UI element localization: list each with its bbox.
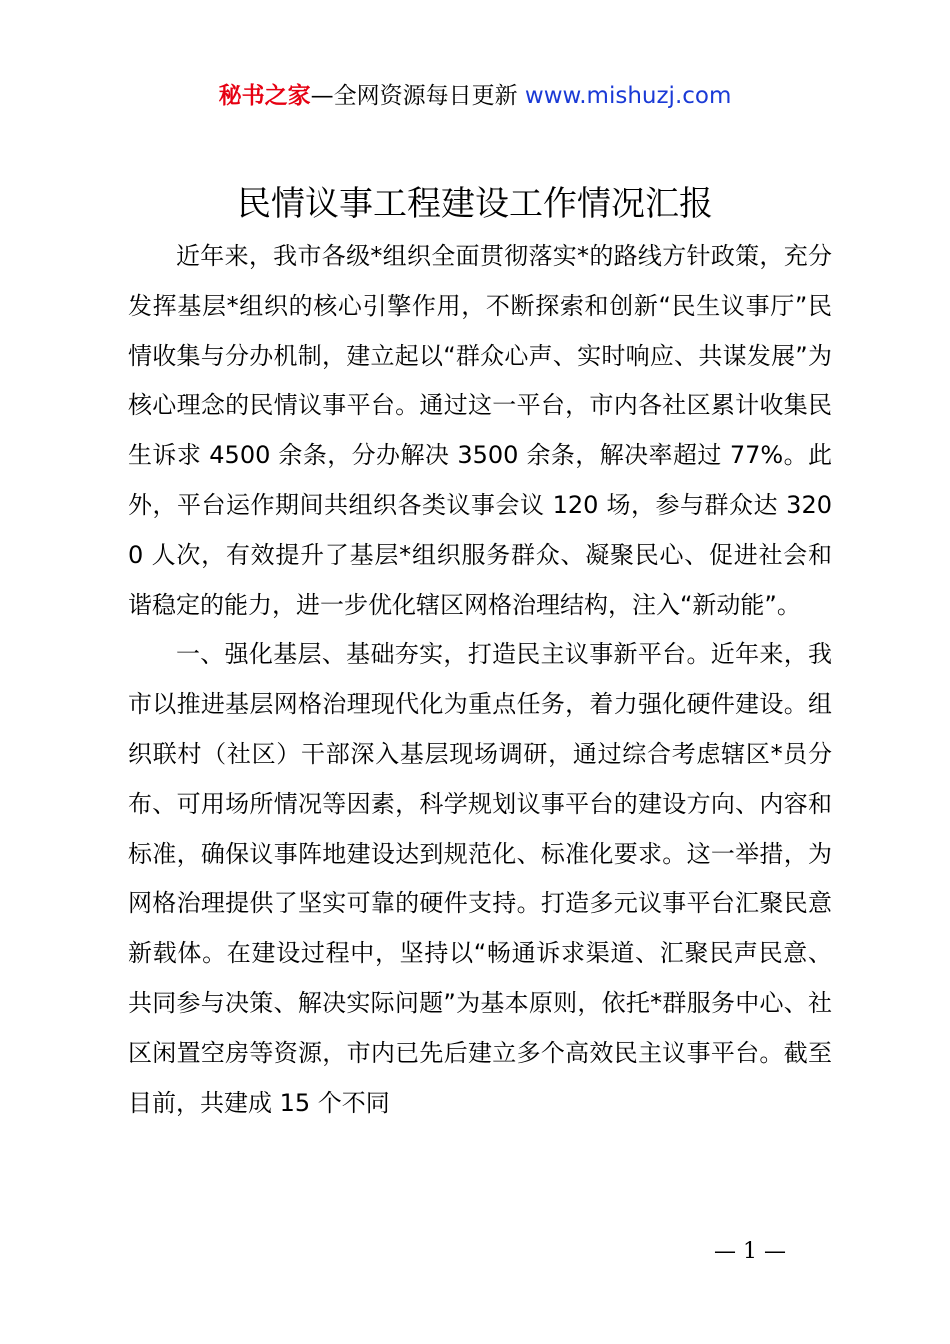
document-title: 民情议事工程建设工作情况汇报 — [237, 184, 713, 224]
site-url-link[interactable]: www.mishuzj.com — [524, 83, 732, 109]
intro-paragraph: 近年来，我市各级*组织全面贯彻落实*的路线方针政策，充分发挥基层*组织的核心引擎作用，不断探索和创新“民生议事厅”民情收集与分办机制，建立起以“群众心声、实时响应、共谋发展”为核心理念的民情议事平台。通过这一平台，市内各社区累计收集民生诉求 4500 余条，分办解决 3500 余条，解决率超过 77%。此外，平台运作期间共组织各类议事会议 120 场，参与群众达 3200 人次，有效提升了基层*组织服务群众、凝聚民心、促进社会和谐稳定的能力，进一步优化辖区网格治理结构，注入“新动能”。 — [128, 242, 832, 619]
document-body — [128, 232, 832, 1128]
page-number: — 1 — — [714, 1239, 786, 1264]
section-one-paragraph: 一、强化基层、基础夯实，打造民主议事新平台。近年来，我市以推进基层网格治理现代化为重点任务，着力强化硬件建设。组织联村（社区）干部深入基层现场调研，通过综合考虑辖区*员分布、可用场所情况等因素，科学规划议事平台的建设方向、内容和标准，确保议事阵地建设达到规范化、标准化要求。这一举措，为网格治理提供了坚实可靠的硬件支持。打造多元议事平台汇聚民意新载体。在建设过程中，坚持以“畅通诉求渠道、汇聚民声民意、共同参与决策、解决实际问题”为基本原则，依托*群服务中心、社区闲置空房等资源，市内已先后建立多个高效民主议事平台。截至目前，共建成 15 个不同 — [128, 640, 832, 1117]
site-brand: 秘书之家 — [218, 83, 311, 109]
site-tagline: —全网资源每日更新 — [310, 83, 518, 109]
site-banner — [0, 80, 950, 112]
